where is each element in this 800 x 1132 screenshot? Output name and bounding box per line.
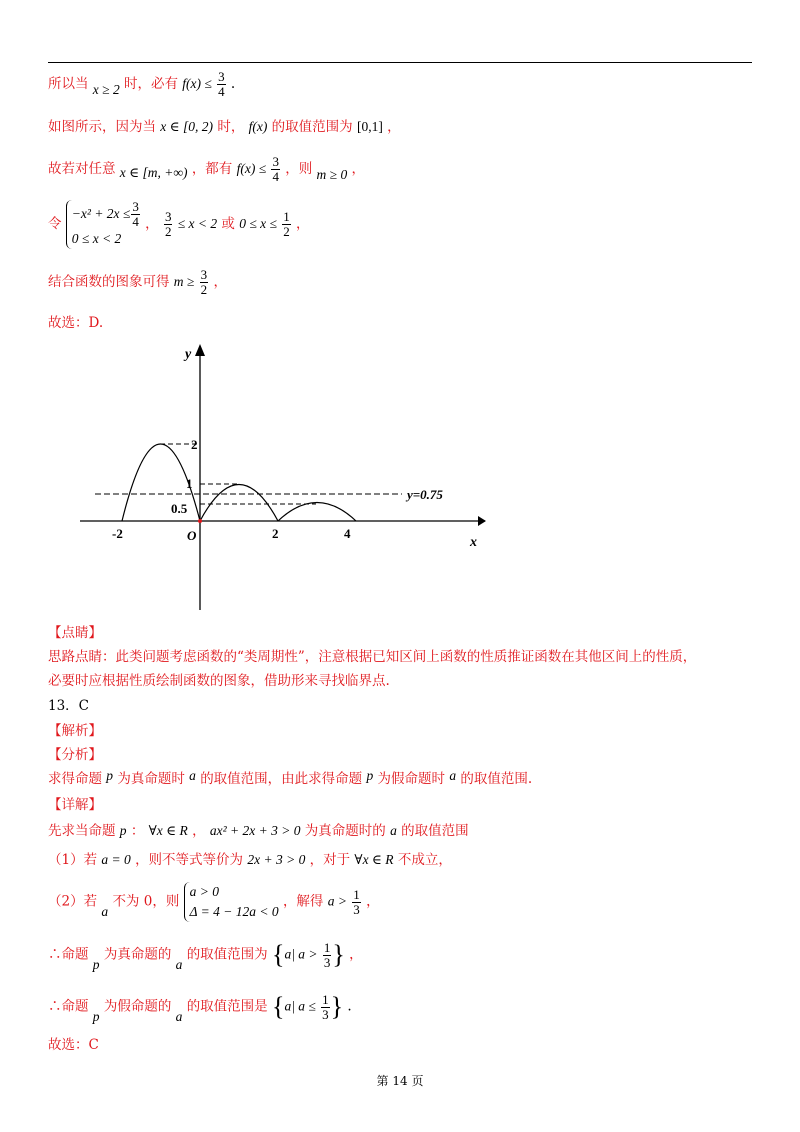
fraction: $\frac{3}{2}$ [164,209,172,239]
inequality-system: −x² + 2x ≤ $\frac{3}{4}$ 0 ≤ x < 2 [66,200,141,249]
function-graph [80,338,500,618]
text-line-15: 先求当命题 p ： ∀x ∈ R ， ax² + 2x + 3 > 0 为真命题时的 a 的取值范围 [48,823,469,839]
fraction: $\frac{1}{3}$ [323,939,331,970]
text-line-4: 令 −x² + 2x ≤ $\frac{3}{4}$ 0 ≤ x < 2 ， $\frac{3}{2}$ ≤ x < 2 或 0 ≤ x ≤ $\frac{1}{2}$ ， [48,200,310,249]
value-label-2: 2 [191,437,198,452]
text-line-19: ∴命题 p 为假命题的 a 的取值范围是 {a| a ≤ $\frac{1}{3}$ } . [48,991,352,1024]
fraction: $\frac{1}{2}$ [283,209,290,239]
section-heading-fenxi: 【分析】 [48,747,102,763]
text-line-13: 求得命题 p 为真命题时 a 的取值范围，由此求得命题 p 为假命题时 a 的取值范围. [48,768,533,787]
text-line-6: 故选：D. [48,315,104,331]
curve-arc-3 [278,503,356,522]
set-brace-open-icon: { [271,992,285,1021]
text-line-20: 故选：C [48,1037,99,1053]
text-line-16: （1）若 a = 0 ，则不等式等价为 2x + 3 > 0 ，对于 ∀x ∈ R 不成立， [48,852,452,868]
curve-arc-2 [200,485,278,522]
y-axis-label: y [185,347,192,362]
inequality-system: a > 0 Δ = 4 − 12a < 0 [184,882,279,922]
origin-label: O [187,528,197,543]
set-brace-open-icon: { [271,940,285,969]
section-heading-jiexi: 【解析】 [48,723,102,739]
tick-label-4: 4 [344,526,351,541]
section-heading-dianjing: 【点睛】 [48,625,102,641]
text-line-3: 故若对任意 x ∈ [m, +∞) ，都有 f(x) ≤ $\frac{3}{4}$ ，则 m ≥ 0 ， [48,154,365,184]
answer-13: 13．C [48,698,90,714]
header-rule [48,62,752,63]
fraction: $\frac{1}{3}$ [353,886,360,917]
origin-point [198,519,202,523]
tick-label-neg2: -2 [112,526,123,541]
y-axis-arrow-icon [195,344,205,356]
value-label-1: 1 [186,476,193,491]
text-line-17: （2）若 a 不为 0，则 a > 0 Δ = 4 − 12a < 0 ，解得 a > $\frac{1}{3}$ ， [48,882,380,922]
fraction: $\frac{3}{4}$ [272,154,279,184]
set-brace-close-icon: } [332,940,345,969]
text-line-18: ∴命题 p 为真命题的 a 的取值范围为 {a| a > $\frac{1}{3}$ } ， [48,939,363,972]
x-axis-label: x [470,535,477,550]
value-label-0-5: 0.5 [171,501,188,516]
set-brace-close-icon: } [330,992,344,1021]
fraction: $\frac{3}{4}$ [218,69,225,99]
line-label-y075: y=0.75 [407,487,443,502]
fraction: $\frac{1}{3}$ [322,991,329,1022]
text-line-8: 思路点睛：此类问题考虑函数的“类周期性”，注意根据已知区间上函数的性质推证函数在其他区间上的性质， [48,649,697,665]
text-line-5: 结合函数的图象可得 m ≥ $\frac{3}{2}$ ， [48,267,227,297]
page-number: 第 14 页 [376,1074,424,1088]
section-heading-xiangjie: 【详解】 [48,797,102,813]
text-line-9: 必要时应根据性质绘制函数的图象，借助形来寻找临界点. [48,673,390,689]
text-line-2: 如图所示，因为当 x ∈ [0, 2) 时， f(x) 的取值范围为 [0,1] ， [48,119,401,135]
tick-label-2: 2 [272,526,279,541]
text-line-1: 所以当 x ≥ 2 时，必有 f(x) ≤ $\frac{3}{4}$ . [48,69,236,99]
fraction: $\frac{3}{2}$ [200,267,208,297]
x-axis-arrow-icon [478,516,486,526]
